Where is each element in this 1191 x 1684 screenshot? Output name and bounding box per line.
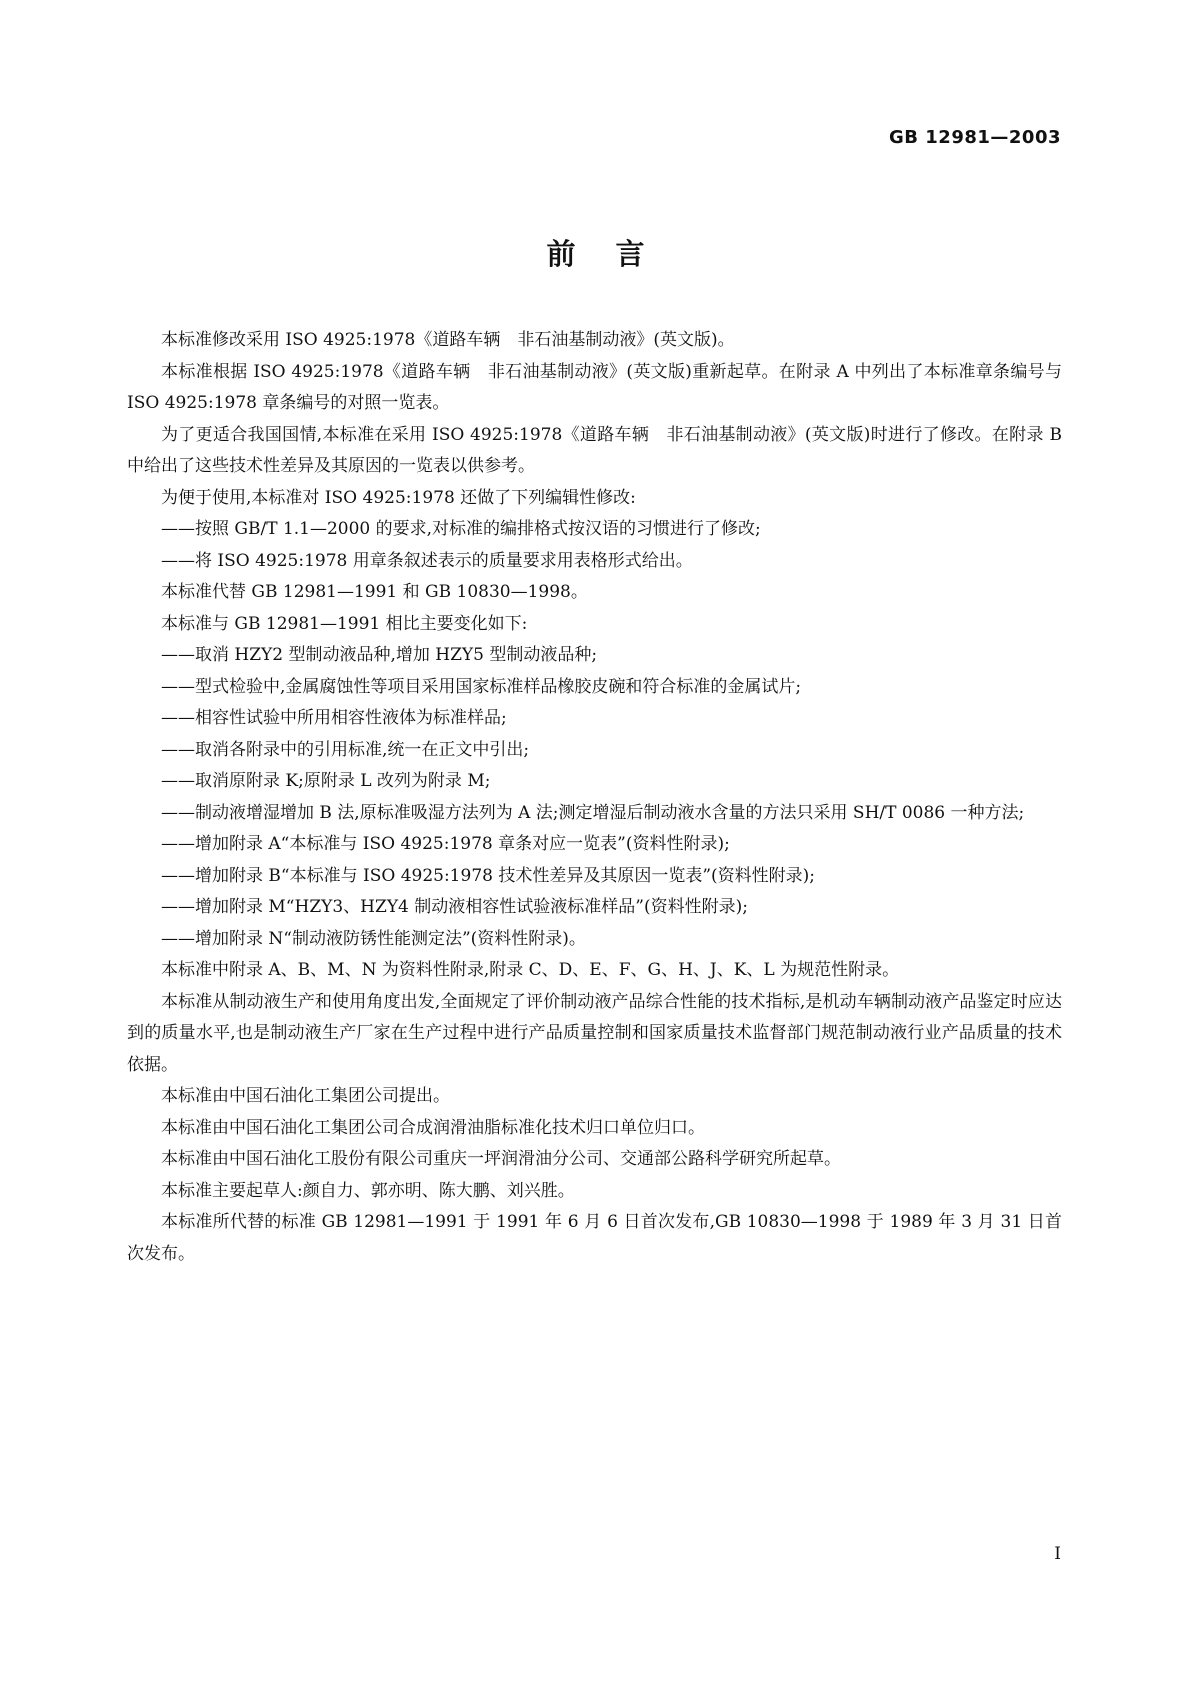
- page-number: I: [1054, 1544, 1061, 1564]
- paragraph: 本标准主要起草人:颜自力、郭亦明、陈大鹏、刘兴胜。: [161, 1180, 575, 1201]
- paragraph: 本标准由中国石油化工集团公司提出。: [161, 1086, 450, 1106]
- list-item: ——按照 GB/T 1.1—2000 的要求,对标准的编排格式按汉语的习惯进行了修改;: [161, 519, 761, 539]
- document-body: [127, 325, 1062, 1270]
- standard-code: GB 12981—2003: [889, 127, 1061, 148]
- list-item: ——取消 HZY2 型制动液品种,增加 HZY5 型制动液品种;: [161, 645, 598, 665]
- paragraph: 本标准修改采用 ISO 4925:1978《道路车辆 非石油基制动液》(英文版)。: [161, 330, 735, 350]
- list-item: ——增加附录 A“本标准与 ISO 4925:1978 章条对应一览表”(资料性附录);: [161, 834, 730, 854]
- list-item: ——取消各附录中的引用标准,统一在正文中引出;: [161, 739, 530, 760]
- paragraph: 本标准与 GB 12981—1991 相比主要变化如下:: [161, 613, 528, 634]
- list-item: ——增加附录 M“HZY3、HZY4 制动液相容性试验液标准样品”(资料性附录);: [161, 897, 748, 917]
- paragraph: 本标准根据 ISO 4925:1978《道路车辆 非石油基制动液》(英文版)重新起草。在附录 A 中列出了本标准章条编号与 ISO 4925:1978 章条编号的对照一览表。: [127, 361, 1062, 413]
- paragraph: 本标准代替 GB 12981—1991 和 GB 10830—1998。: [161, 582, 588, 602]
- paragraph: 本标准由中国石油化工股份有限公司重庆一坪润滑油分公司、交通部公路科学研究所起草。: [161, 1149, 841, 1169]
- list-item: ——增加附录 B“本标准与 ISO 4925:1978 技术性差异及其原因一览表”(资料性附录);: [161, 865, 816, 886]
- list-item: ——型式检验中,金属腐蚀性等项目采用国家标准样品橡胶皮碗和符合标准的金属试片;: [161, 676, 802, 697]
- list-item: ——增加附录 N“制动液防锈性能测定法”(资料性附录)。: [161, 928, 586, 949]
- list-item: ——取消原附录 K;原附录 L 改列为附录 M;: [161, 771, 491, 791]
- page-title: 前言: [546, 237, 685, 271]
- paragraph: 本标准所代替的标准 GB 12981—1991 于 1991 年 6 月 6 日首次发布,GB 10830—1998 于 1989 年 3 月 31 日首次发布。: [127, 1212, 1062, 1264]
- list-item: ——将 ISO 4925:1978 用章条叙述表示的质量要求用表格形式给出。: [161, 550, 693, 571]
- paragraph: 本标准由中国石油化工集团公司合成润滑油脂标准化技术归口单位归口。: [161, 1117, 705, 1138]
- paragraph: 本标准中附录 A、B、M、N 为资料性附录,附录 C、D、E、F、G、H、J、K、L 为规范性附录。: [161, 960, 900, 980]
- list-item: ——制动液增湿增加 B 法,原标准吸湿方法列为 A 法;测定增湿后制动液水含量的方法只采用 SH/T 0086 一种方法;: [161, 802, 1025, 823]
- paragraph: 为了更适合我国国情,本标准在采用 ISO 4925:1978《道路车辆 非石油基制动液》(英文版)时进行了修改。在附录 B 中给出了这些技术性差异及其原因的一览表以供参考。: [127, 424, 1062, 476]
- paragraph: 本标准从制动液生产和使用角度出发,全面规定了评价制动液产品综合性能的技术指标,是机动车辆制动液产品鉴定时应达到的质量水平,也是制动液生产厂家在生产过程中进行产品质量控制和国家质量技术监督部门规范制动液行业产品质量的技术依据。: [127, 991, 1062, 1075]
- list-item: ——相容性试验中所用相容性液体为标准样品;: [161, 708, 507, 728]
- paragraph: 为便于使用,本标准对 ISO 4925:1978 还做了下列编辑性修改:: [161, 487, 636, 508]
